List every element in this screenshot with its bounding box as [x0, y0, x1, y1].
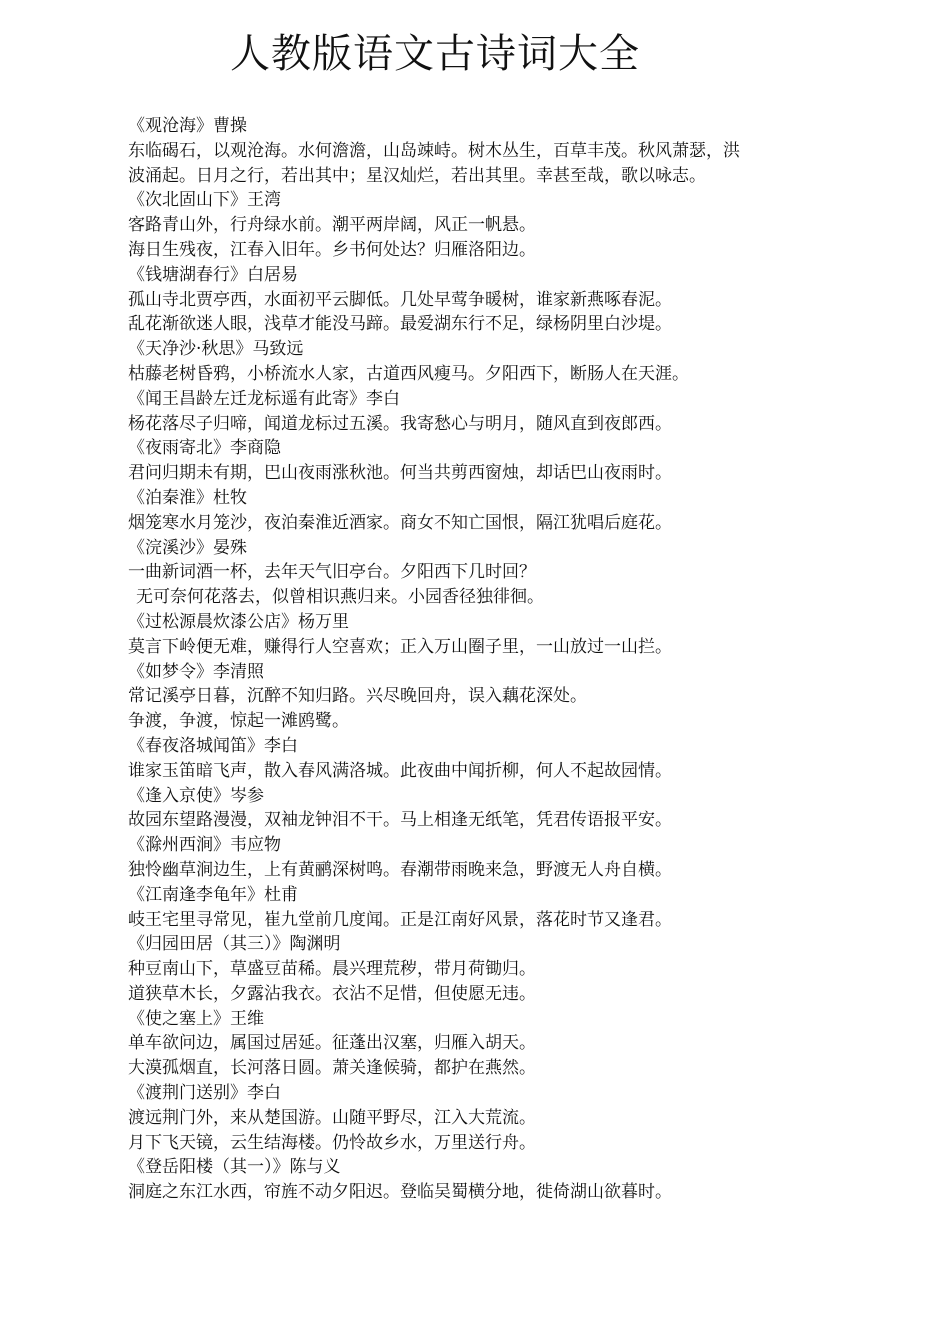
poem-heading: 《归园田居（其三）》陶渊明 — [128, 934, 341, 955]
poem-line: 君问归期未有期，巴山夜雨涨秋池。何当共剪西窗烛，却话巴山夜雨时。 — [128, 463, 672, 484]
poem-block — [128, 1007, 828, 1081]
poem-heading: 《滁州西涧》韦应物 — [128, 835, 281, 856]
poem-block — [128, 387, 828, 437]
poem-heading: 《闻王昌龄左迁龙标遥有此寄》李白 — [128, 388, 400, 409]
poem-line: 月下飞天镜，云生结海楼。仍怜故乡水，万里送行舟。 — [128, 1132, 536, 1153]
poem-line: 谁家玉笛暗飞声，散入春风满洛城。此夜曲中闻折柳，何人不起故园情。 — [128, 760, 672, 781]
poem-block — [128, 784, 828, 834]
poem-line: 道狭草木长，夕露沾我衣。衣沾不足惜，但使愿无违。 — [128, 983, 536, 1004]
poem-block — [128, 536, 828, 610]
poem-line: 洞庭之东江水西，帘旌不动夕阳迟。登临吴蜀横分地，徙倚湖山欲暮时。 — [128, 1182, 672, 1203]
poem-heading: 《使之塞上》王维 — [128, 1008, 264, 1029]
poem-heading: 《逢入京使》岑参 — [128, 785, 264, 806]
poem-heading: 《渡荆门送别》李白 — [128, 1083, 281, 1104]
poem-block — [128, 932, 828, 1006]
poem-line: 单车欲问边，属国过居延。征蓬出汉塞，归雁入胡天。 — [128, 1033, 536, 1054]
poem-line: 大漠孤烟直，长河落日圆。萧关逢候骑，都护在燕然。 — [128, 1058, 536, 1079]
poem-heading: 《次北固山下》王湾 — [128, 190, 281, 211]
poem-heading: 《泊秦淮》杜牧 — [128, 487, 247, 508]
poem-line: 莫言下岭便无难，赚得行人空喜欢；正入万山圈子里，一山放过一山拦。 — [128, 636, 672, 657]
poem-line: 海日生残夜，江春入旧年。乡书何处达？归雁洛阳边。 — [128, 239, 536, 260]
poem-line: 常记溪亭日暮，沉醉不知归路。兴尽晚回舟，误入藕花深处。 — [128, 686, 587, 707]
poem-block — [128, 486, 828, 536]
poem-heading: 《夜雨寄北》李商隐 — [128, 438, 281, 459]
poem-line: 渡远荆门外，来从楚国游。山随平野尽，江入大荒流。 — [128, 1107, 536, 1128]
poem-line: 争渡，争渡，惊起一滩鸥鹭。 — [128, 711, 349, 732]
poem-line: 客路青山外，行舟绿水前。潮平两岸阔，风正一帆悬。 — [128, 215, 536, 236]
poem-heading: 《观沧海》曹操 — [128, 116, 247, 136]
poem-line: 波涌起。日月之行，若出其中；星汉灿烂，若出其里。幸甚至哉，歌以咏志。 — [128, 165, 706, 186]
poem-line: 种豆南山下，草盛豆苗稀。晨兴理荒秽，带月荷锄归。 — [128, 959, 536, 980]
poem-heading: 《江南逢李龟年》杜甫 — [128, 884, 298, 905]
poem-line: 故园东望路漫漫，双袖龙钟泪不干。马上相逢无纸笔，凭君传语报平安。 — [128, 810, 672, 831]
poem-heading: 《过松源晨炊漆公店》杨万里 — [128, 611, 349, 632]
poem-heading: 《浣溪沙》晏殊 — [128, 537, 247, 558]
poem-block — [128, 1081, 828, 1155]
poem-list — [128, 114, 828, 1205]
page-title: 人教版语文古诗词大全 — [230, 31, 640, 77]
poem-block — [128, 436, 828, 486]
poem-block — [128, 833, 828, 883]
poem-block — [128, 610, 828, 660]
poem-block — [128, 734, 828, 784]
poem-line: 无可奈何花落去，似曾相识燕归来。小园香径独徘徊。 — [136, 587, 544, 608]
poem-line: 东临碣石，以观沧海。水何澹澹，山岛竦峙。树木丛生，百草丰茂。秋风萧瑟，洪 — [128, 140, 740, 161]
poem-line: 乱花渐欲迷人眼，浅草才能没马蹄。最爱湖东行不足，绿杨阴里白沙堤。 — [128, 314, 672, 335]
poem-block — [128, 660, 828, 734]
poem-heading: 《登岳阳楼（其一）》陈与义 — [128, 1157, 341, 1178]
poem-line: 杨花落尽子归啼，闻道龙标过五溪。我寄愁心与明月，随风直到夜郎西。 — [128, 413, 672, 434]
poem-line: 岐王宅里寻常见，崔九堂前几度闻。正是江南好风景，落花时节又逢君。 — [128, 909, 672, 930]
poem-block — [128, 883, 828, 933]
poem-heading: 《天净沙·秋思》马致远 — [128, 339, 304, 360]
poem-line: 孤山寺北贾亭西，水面初平云脚低。几处早莺争暖树，谁家新燕啄春泥。 — [128, 289, 672, 310]
poem-block — [128, 188, 828, 262]
poem-block — [128, 337, 828, 387]
poem-line: 独怜幽草涧边生，上有黄鹂深树鸣。春潮带雨晚来急，野渡无人舟自横。 — [128, 859, 672, 880]
poem-heading: 《如梦令》李清照 — [128, 661, 264, 682]
poem-heading: 《钱塘湖春行》白居易 — [128, 264, 298, 285]
poem-heading: 《春夜洛城闻笛》李白 — [128, 735, 298, 756]
poem-line: 烟笼寒水月笼沙，夜泊秦淮近酒家。商女不知亡国恨，隔江犹唱后庭花。 — [128, 512, 672, 533]
poem-block — [128, 114, 828, 188]
poem-block — [128, 1155, 828, 1205]
poem-block — [128, 263, 828, 337]
poem-line: 一曲新词酒一杯，去年天气旧亭台。夕阳西下几时回？ — [128, 562, 536, 583]
poem-line: 枯藤老树昏鸦，小桥流水人家，古道西风瘦马。夕阳西下，断肠人在天涯。 — [128, 363, 689, 384]
